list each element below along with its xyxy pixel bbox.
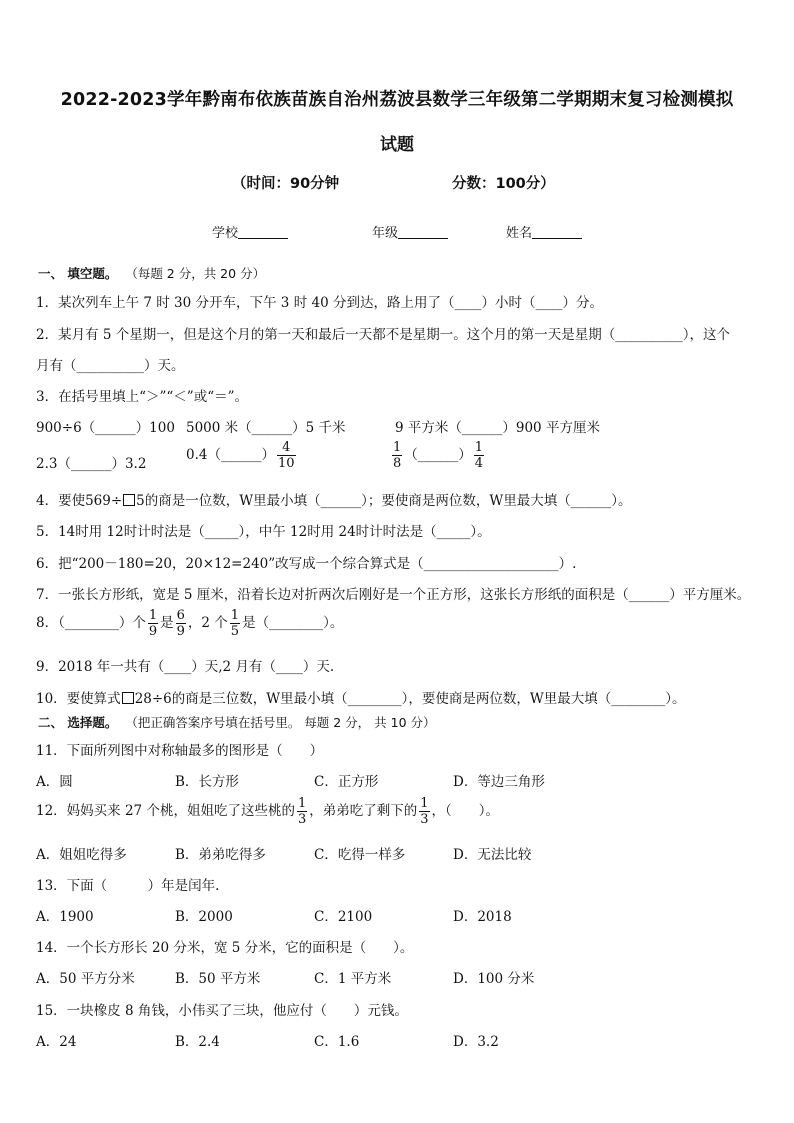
- question-6: 6．把“200－180=20，20×12=240”改写成一个综合算式是（____________________）.: [36, 556, 577, 572]
- grade-label: 年级: [372, 226, 399, 241]
- q15-option-d[interactable]: D．3.2: [453, 1034, 499, 1050]
- question-7: 7．一张长方形纸，宽是 5 厘米，沿着长边对折两次后刚好是一个正方形，这张长方形纸的面积是（______）平方厘米。: [36, 587, 751, 603]
- q11-option-c[interactable]: C．正方形: [314, 774, 379, 790]
- grade-blank[interactable]: [398, 225, 448, 239]
- question-8-text-b: 是: [160, 615, 174, 631]
- q13-option-b[interactable]: B．2000: [175, 909, 233, 925]
- fraction-denominator: 9: [176, 624, 185, 639]
- question-3-item-b: 5000 米（______）5 千米: [186, 420, 346, 436]
- question-12-text-c: ，（ ）。: [431, 803, 500, 819]
- q15-option-c[interactable]: C．1.6: [314, 1034, 360, 1050]
- fraction-denominator: 9: [148, 624, 158, 639]
- question-4: [36, 489, 632, 509]
- section-2-heading: [38, 713, 436, 731]
- q14-option-d[interactable]: D．100 分米: [453, 971, 535, 987]
- question-3-item-f: [390, 440, 486, 471]
- q11-option-d[interactable]: D．等边三角形: [453, 774, 545, 790]
- question-10-text-a: 10．要使算式: [36, 691, 121, 707]
- question-3-item-d: 2.3（______）3.2: [36, 456, 147, 472]
- question-8-text-c: ，2 个: [187, 615, 228, 631]
- q14-option-a[interactable]: A．50 平方分米: [36, 971, 135, 987]
- section-2-note: （把正确答案序号填在括号里。 每题 2 分， 共 10 分）: [125, 715, 436, 730]
- question-8-text-d: 是（________）。: [242, 615, 344, 631]
- school-blank[interactable]: [238, 225, 288, 239]
- question-3-item-c: 9 平方米（______）900 平方厘米: [395, 420, 600, 436]
- fraction-numerator: 1: [148, 608, 158, 623]
- q12-option-c[interactable]: C．吃得一样多: [314, 847, 406, 863]
- score-label: 分数：100分）: [452, 176, 555, 192]
- school-label: 学校: [212, 226, 239, 241]
- fraction-1-5: [230, 608, 240, 639]
- fraction-denominator: 3: [297, 812, 307, 827]
- fraction-1-3: [419, 796, 429, 827]
- question-13: 13．下面（ ）年是闰年.: [36, 878, 220, 894]
- item-e-text: 0.4（______）: [186, 447, 275, 463]
- question-4-text-a: 4．要使569÷: [36, 493, 123, 509]
- section-1-heading: [38, 264, 265, 282]
- time-label: （时间：90分钟: [232, 176, 340, 192]
- fraction-1-4: [474, 440, 484, 471]
- question-9: 9．2018 年一共有（____）天,2 月有（____）天.: [36, 659, 335, 675]
- q13-option-d[interactable]: D．2018: [453, 909, 512, 925]
- q11-option-b[interactable]: B．长方形: [175, 774, 239, 790]
- question-12: [36, 796, 499, 827]
- fraction-denominator: 5: [230, 624, 240, 639]
- item-f-blank: （______）: [404, 447, 472, 463]
- q14-option-b[interactable]: B．50 平方米: [175, 971, 261, 987]
- question-10: [36, 687, 686, 707]
- question-12-text-b: ，弟弟吃了剩下的: [309, 803, 418, 819]
- section-1-title: 一、 填空题。: [38, 266, 118, 281]
- fraction-numerator: 6: [176, 608, 185, 623]
- question-1: 1．某次列车上午 7 时 30 分开车，下午 3 时 40 分到达，路上用了（____）小时（____）分。: [36, 295, 603, 311]
- q13-option-a[interactable]: A．1900: [36, 909, 94, 925]
- fraction-numerator: 1: [474, 440, 484, 455]
- fraction-numerator: 1: [230, 608, 240, 623]
- fraction-denominator: 8: [393, 456, 402, 471]
- q12-option-a[interactable]: A．姐姐吃得多: [36, 847, 127, 863]
- fraction-1-3: [297, 796, 307, 827]
- question-8: [36, 608, 343, 639]
- section-1-note: （每题 2 分，共 20 分）: [125, 266, 266, 281]
- name-label: 姓名: [506, 226, 533, 241]
- fraction-denominator: 3: [420, 812, 429, 827]
- box-placeholder-icon: [122, 692, 134, 704]
- grade-field[interactable]: [372, 222, 448, 241]
- q15-option-a[interactable]: A．24: [36, 1034, 77, 1050]
- question-3-item-e: [186, 440, 298, 471]
- fraction-1-9: [148, 608, 158, 639]
- q11-option-a[interactable]: A．圆: [36, 774, 73, 790]
- fraction-numerator: 1: [297, 796, 307, 811]
- page-title: 2022-2023学年黔南布依族苗族自治州荔波县数学三年级第二学期期末复习检测模拟: [60, 90, 734, 110]
- q13-option-c[interactable]: C．2100: [314, 909, 373, 925]
- fraction-6-9: [176, 608, 186, 639]
- fraction-numerator: 1: [420, 796, 429, 811]
- question-3: 3．在括号里填上“＞”“＜”或“＝”。: [36, 389, 248, 405]
- fraction-denominator: 4: [474, 456, 484, 471]
- question-15: 15．一块橡皮 8 角钱，小伟买了三块，他应付（ ）元钱。: [36, 1003, 408, 1019]
- fraction-numerator: 1: [393, 440, 402, 455]
- question-11: 11．下面所列图中对称轴最多的图形是（ ）: [36, 743, 324, 759]
- fraction-denominator: 10: [277, 456, 295, 471]
- fraction-1-8: [392, 440, 402, 471]
- name-blank[interactable]: [532, 225, 582, 239]
- question-5: 5．14时用 12时计时法是（_____），中午 12时用 24时计时法是（_____）。: [36, 524, 491, 540]
- question-3-item-a: 900÷6（______）100: [36, 420, 175, 436]
- question-4-text-b: 5的商是一位数，W里最小填（______）；要使商是两位数，W里最大填（______）。: [136, 493, 632, 509]
- q12-option-b[interactable]: B．弟弟吃得多: [175, 847, 266, 863]
- q15-option-b[interactable]: B．2.4: [175, 1034, 220, 1050]
- fraction-numerator: 4: [277, 440, 296, 456]
- section-2-title: 二、 选择题。: [38, 715, 118, 730]
- fraction-4-10: [277, 440, 296, 471]
- question-2-line-2: 月有（__________）天。: [36, 358, 185, 374]
- question-14: 14．一个长方形长 20 分米，宽 5 分米，它的面积是（ ）。: [36, 940, 414, 956]
- q12-option-d[interactable]: D．无法比较: [453, 847, 532, 863]
- school-field[interactable]: [212, 222, 288, 241]
- question-10-text-b: 28÷6的商是三位数，W里最小填（________），要使商是两位数，W里最大填（________）。: [134, 691, 686, 707]
- question-8-text-a: 8．（________）个: [36, 615, 146, 631]
- question-2-line-1: 2．某月有 5 个星期一，但是这个月的第一天和最后一天都不是星期一。这个月的第一天是星期（__________），这个: [36, 327, 731, 343]
- question-12-text-a: 12．妈妈买来 27 个桃，姐姐吃了这些桃的: [36, 803, 295, 819]
- q14-option-c[interactable]: C．1 平方米: [314, 971, 392, 987]
- name-field[interactable]: [506, 222, 582, 241]
- box-placeholder-icon: [123, 494, 135, 506]
- page-title-continued: 试题: [380, 135, 414, 155]
